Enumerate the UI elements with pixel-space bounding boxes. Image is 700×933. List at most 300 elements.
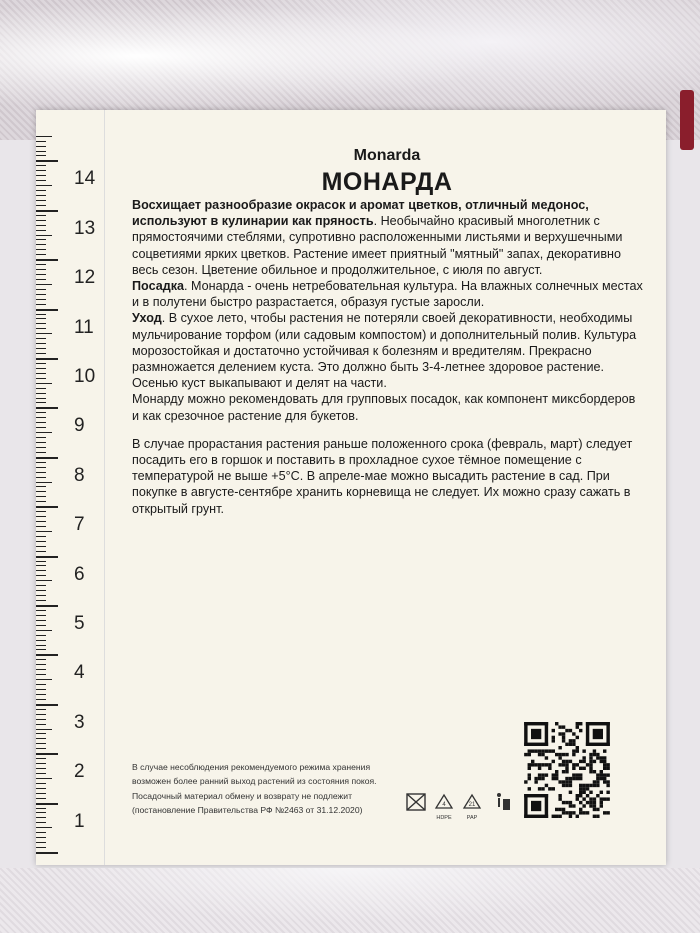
ruler-tick [36,358,58,360]
qr-module [534,780,537,783]
qr-finder [524,794,548,797]
ruler-tick [36,244,46,245]
ruler-tick [36,689,46,690]
qr-module [593,770,596,773]
qr-module [572,777,575,780]
qr-finder [531,729,541,739]
qr-module [534,777,537,780]
ruler-number: 7 [74,514,85,536]
ruler-tick [36,605,58,607]
qr-module [534,749,537,752]
qr-module [600,770,603,773]
qr-module [606,767,609,770]
ruler-number: 8 [74,464,85,486]
qr-finder [586,722,589,746]
qr-module [596,794,599,797]
ruler-tick [36,482,52,483]
qr-module [555,722,558,725]
qr-module [562,739,565,742]
ruler-tick [36,274,46,275]
ruler-number: 4 [74,662,85,684]
qr-module [582,797,585,800]
qr-finder [524,794,527,818]
ruler-tick [36,679,52,680]
qr-module [596,756,599,759]
ruler-tick [36,239,46,240]
qr-module [576,797,579,800]
ruler-number: 6 [74,563,85,585]
intro-paragraph [132,197,644,278]
qr-module [596,784,599,787]
ruler-tick [36,155,46,156]
ruler-tick [36,625,46,626]
qr-module [562,760,565,763]
storage-paragraph: В случае прорастания растения раньше положенного срока (февраль, март) следует посадить его в горшок и поставить в прохладное сухое тёмное помещение с температурой не выше +5°С. В апреле-мае можно высадить растение в сад. При покупке в августе-сентябре хранить корневища не следует. Их можно сразу сажать в открытый грунт. [132,436,633,516]
ruler-tick [36,812,46,813]
qr-module [558,763,561,766]
ruler-tick [36,615,46,616]
qr-module [531,760,534,763]
qr-module [582,749,585,752]
qr-module [538,767,541,770]
qr-module [606,773,609,776]
crossed-bin-icon [407,794,425,810]
ruler-tick [36,146,46,147]
ruler-tick [36,600,46,601]
qr-finder [586,722,610,725]
qr-module [589,753,592,756]
qr-module [589,801,592,804]
qr-module [528,787,531,790]
ruler-tick [36,531,52,532]
planting-paragraph [132,278,644,310]
qr-module [589,763,592,766]
ruler-tick [36,442,46,443]
ruler-tick [36,457,58,459]
ruler-tick [36,729,52,730]
ruler-number: 1 [74,810,85,832]
qr-module [569,739,572,742]
qr-module [565,780,568,783]
qr-module [582,767,585,770]
qr-module [593,753,596,756]
qr-module [603,763,606,766]
qr-module [555,770,558,773]
ruler-tick [36,610,46,611]
qr-module [589,797,592,800]
tidyman-icon [497,793,510,810]
qr-module [586,784,589,787]
qr-module [569,815,572,818]
qr-module [565,777,568,780]
qr-module [603,780,606,783]
ruler-tick [36,595,46,596]
qr-finder [545,794,548,818]
qr-module [552,739,555,742]
qr-code [524,722,610,818]
ruler-tick [36,447,46,448]
qr-module [582,791,585,794]
ruler-tick [36,422,46,423]
qr-module [582,811,585,814]
qr-module [576,773,579,776]
ruler-tick [36,437,46,438]
qr-module [569,811,572,814]
qr-module [589,791,592,794]
ruler-tick [36,472,46,473]
ruler-tick [36,190,46,191]
qr-module [579,767,582,770]
ruler-tick [36,808,46,809]
qr-module [593,784,596,787]
qr-module [545,756,548,759]
qr-module [576,815,579,818]
qr-module [552,749,555,752]
intro-bold: Восхищает разнообразие окрасок и аромат цветков, отличный медонос, используют в кулинарии как пряность [132,198,589,229]
qr-module [600,777,603,780]
ruler-tick [36,220,46,221]
ruler-tick [36,314,46,315]
qr-module [528,749,531,752]
qr-module [555,815,558,818]
qr-module [565,760,568,763]
ruler-tick [36,506,58,508]
ruler-tick [36,165,46,166]
qr-module [548,749,551,752]
care-text: . В сухое лето, чтобы растения не потеряли своей декоративности, необходимы мульчирование торфом (или садовым компостом) и дополнительный полив. Культура морозостойкая и достаточно устойчивая к болезням и вредителям. Прекрасно размножается делением куста. Это должно быть 3-4-летнее здоровое растение. Осенью куст выкапывают и делят на части. [132,311,637,391]
qr-module [558,725,561,728]
qr-module [558,815,561,818]
care-label: Уход [132,311,162,326]
qr-module [579,784,582,787]
qr-module [582,784,585,787]
ruler-tick [36,511,46,512]
ruler-number: 5 [74,613,85,634]
ruler-tick [36,561,46,562]
qr-module [538,773,541,776]
ruler-tick [36,635,46,636]
ruler-number: 13 [74,217,96,239]
qr-module [579,773,582,776]
pap-number: 21 [468,802,476,808]
qr-module [562,808,565,811]
qr-module [565,811,568,814]
qr-module [569,777,572,780]
qr-module [538,749,541,752]
qr-module [538,763,541,766]
ruler-tick [36,467,46,468]
ruler-tick [36,412,46,413]
ruler-tick [36,486,46,487]
qr-module [600,797,603,800]
ruler-tick [36,719,46,720]
ruler-tick [36,709,46,710]
ruler-tick [36,570,46,571]
qr-module [586,794,589,797]
qr-module [606,811,609,814]
qr-module [603,767,606,770]
hdpe-label: HDPE [436,815,452,821]
ruler-tick [36,837,46,838]
qr-module [593,797,596,800]
ruler-tick [36,452,46,453]
qr-module [562,811,565,814]
qr-module [579,808,582,811]
qr-module [579,722,582,725]
ruler-tick [36,170,46,171]
ruler-tick [36,842,46,843]
ruler-tick [36,407,58,409]
qr-module [541,773,544,776]
qr-module [572,739,575,742]
intro-rest: . Необычайно красивый многолетник с прямостоячими стеблями, супротивно расположенными листьями и верхушечными соцветиями ярких цветков. Растение имеет приятный "мятный" запах, декоративно весь сезон. Цветение обильное и продолжительное, с июля по август. [132,214,623,277]
qr-module [593,808,596,811]
qr-module [562,725,565,728]
ruler-tick [36,195,46,196]
ruler-tick [36,649,46,650]
qr-module [582,787,585,790]
qr-module [552,815,555,818]
qr-module [545,773,548,776]
qr-module [569,760,572,763]
ruler-tick [36,496,46,497]
qr-module [541,787,544,790]
qr-finder [524,743,548,746]
ruler-tick [36,299,46,300]
qr-module [552,729,555,732]
qr-module [562,753,565,756]
qr-module [572,732,575,735]
ruler-number: 3 [74,711,85,733]
ruler-tick [36,640,46,641]
ruler-tick [36,699,46,700]
ruler-tick [36,654,58,656]
ruler-tick [36,753,58,755]
qr-module [593,801,596,804]
qr-module [569,801,572,804]
packaging-red-edge [680,90,694,150]
qr-finder [593,729,603,739]
note-line: возможен более ранний выход растений из состояния покоя. [132,776,377,787]
ruler-tick [36,793,46,794]
qr-module [582,804,585,807]
ruler-tick [36,546,46,547]
note-line: Посадочный материал обмену и возврату не подлежит [132,790,353,801]
qr-module [576,763,579,766]
qr-module [603,773,606,776]
ruler-number: 14 [74,168,96,190]
qr-module [555,777,558,780]
ruler-tick [36,684,46,685]
qr-module [600,756,603,759]
qr-module [603,811,606,814]
qr-module [576,722,579,725]
qr-module [548,763,551,766]
qr-module [558,808,561,811]
qr-module [565,753,568,756]
qr-module [576,777,579,780]
qr-module [596,808,599,811]
ruler-tick [36,294,46,295]
ruler-tick [36,304,46,305]
qr-module [606,784,609,787]
ruler-tick [36,363,46,364]
ruler-tick [36,778,52,779]
qr-module [572,767,575,770]
qr-finder [606,722,609,746]
qr-module [565,729,568,732]
qr-module [586,801,589,804]
qr-module [572,749,575,752]
ruler-tick [36,254,46,255]
qr-module [576,794,579,797]
qr-finder [545,722,548,746]
qr-module [589,767,592,770]
qr-module [565,743,568,746]
ruler-tick [36,788,46,789]
qr-module [582,756,585,759]
qr-module [572,804,575,807]
qr-module [565,763,568,766]
ruler-tick [36,393,46,394]
ruler-tick [36,827,52,828]
ruler-tick [36,383,52,384]
note-line: В случае несоблюдения рекомендуемого режима хранения [132,762,371,772]
qr-module [572,753,575,756]
qr-module [552,777,555,780]
qr-module [576,725,579,728]
qr-finder [524,722,527,746]
qr-module [582,760,585,763]
ruler-tick [36,620,46,621]
ruler-number: 11 [74,316,94,338]
ruler-tick [36,590,46,591]
ruler-tick [36,398,46,399]
qr-module [558,797,561,800]
ruler-number: 2 [74,761,85,783]
qr-module [596,773,599,776]
ruler-tick [36,378,46,379]
ruler-tick [36,580,52,581]
ruler-tick [36,264,46,265]
ruler-tick [36,462,46,463]
ruler-tick [36,556,58,558]
page-title: МОНАРДА [321,168,453,196]
ruler-tick [36,318,46,319]
ruler-tick [36,501,46,502]
qr-module [562,784,565,787]
ruler-number: 10 [74,366,96,387]
ruler-tick [36,151,46,152]
qr-module [603,760,606,763]
qr-module [579,729,582,732]
ruler-tick [36,704,58,706]
qr-module [586,811,589,814]
ruler-tick [36,541,46,542]
qr-module [579,791,582,794]
ruler-tick [36,645,46,646]
qr-module [600,791,603,794]
ruler-tick [36,279,46,280]
ruler-tick [36,427,46,428]
ruler-tick [36,205,46,206]
ruler-tick [36,630,52,631]
qr-module [596,815,599,818]
qr-module [552,773,555,776]
ruler-tick [36,521,46,522]
qr-module [558,753,561,756]
qr-finder [524,815,548,818]
qr-module [596,753,599,756]
ruler-tick [36,852,58,854]
qr-module [569,743,572,746]
ruler-tick [36,141,46,142]
ruler-tick [36,674,46,675]
ruler-tick [36,323,46,324]
storage-note [132,760,422,818]
qr-module [593,760,596,763]
qr-module [576,749,579,752]
qr-module [606,763,609,766]
qr-module [552,736,555,739]
ruler-tick [36,491,46,492]
ruler-tick [36,225,46,226]
ruler-tick [36,526,46,527]
qr-module [569,791,572,794]
qr-module [576,746,579,749]
qr-module [534,763,537,766]
ruler-tick [36,743,46,744]
qr-module [603,777,606,780]
ruler-tick [36,210,58,212]
ruler-tick [36,585,46,586]
qr-module [593,749,596,752]
qr-module [531,749,534,752]
qr-module [579,801,582,804]
qr-module [555,753,558,756]
qr-module [545,784,548,787]
seed-packet-back [36,110,666,865]
qr-module [603,797,606,800]
ruler-tick [36,353,46,354]
qr-module [572,773,575,776]
qr-module [552,787,555,790]
qr-module [562,770,565,773]
qr-module [589,760,592,763]
ruler-tick [36,659,46,660]
ruler-tick [36,763,46,764]
ruler-tick [36,798,46,799]
ruler-tick [36,338,46,339]
qr-module [576,736,579,739]
qr-finder [586,743,610,746]
ruler-tick [36,669,46,670]
packaging-wrap-bottom [0,868,700,933]
ruler-tick [36,694,46,695]
ruler-tick [36,249,46,250]
qr-module [558,746,561,749]
qr-module [572,763,575,766]
qr-module [589,756,592,759]
qr-module [596,777,599,780]
qr-module [558,756,561,759]
qr-module [528,773,531,776]
pap-label: PAP [466,815,478,821]
qr-module [579,811,582,814]
qr-module [565,770,568,773]
ruler-tick [36,269,46,270]
qr-module [524,753,527,756]
